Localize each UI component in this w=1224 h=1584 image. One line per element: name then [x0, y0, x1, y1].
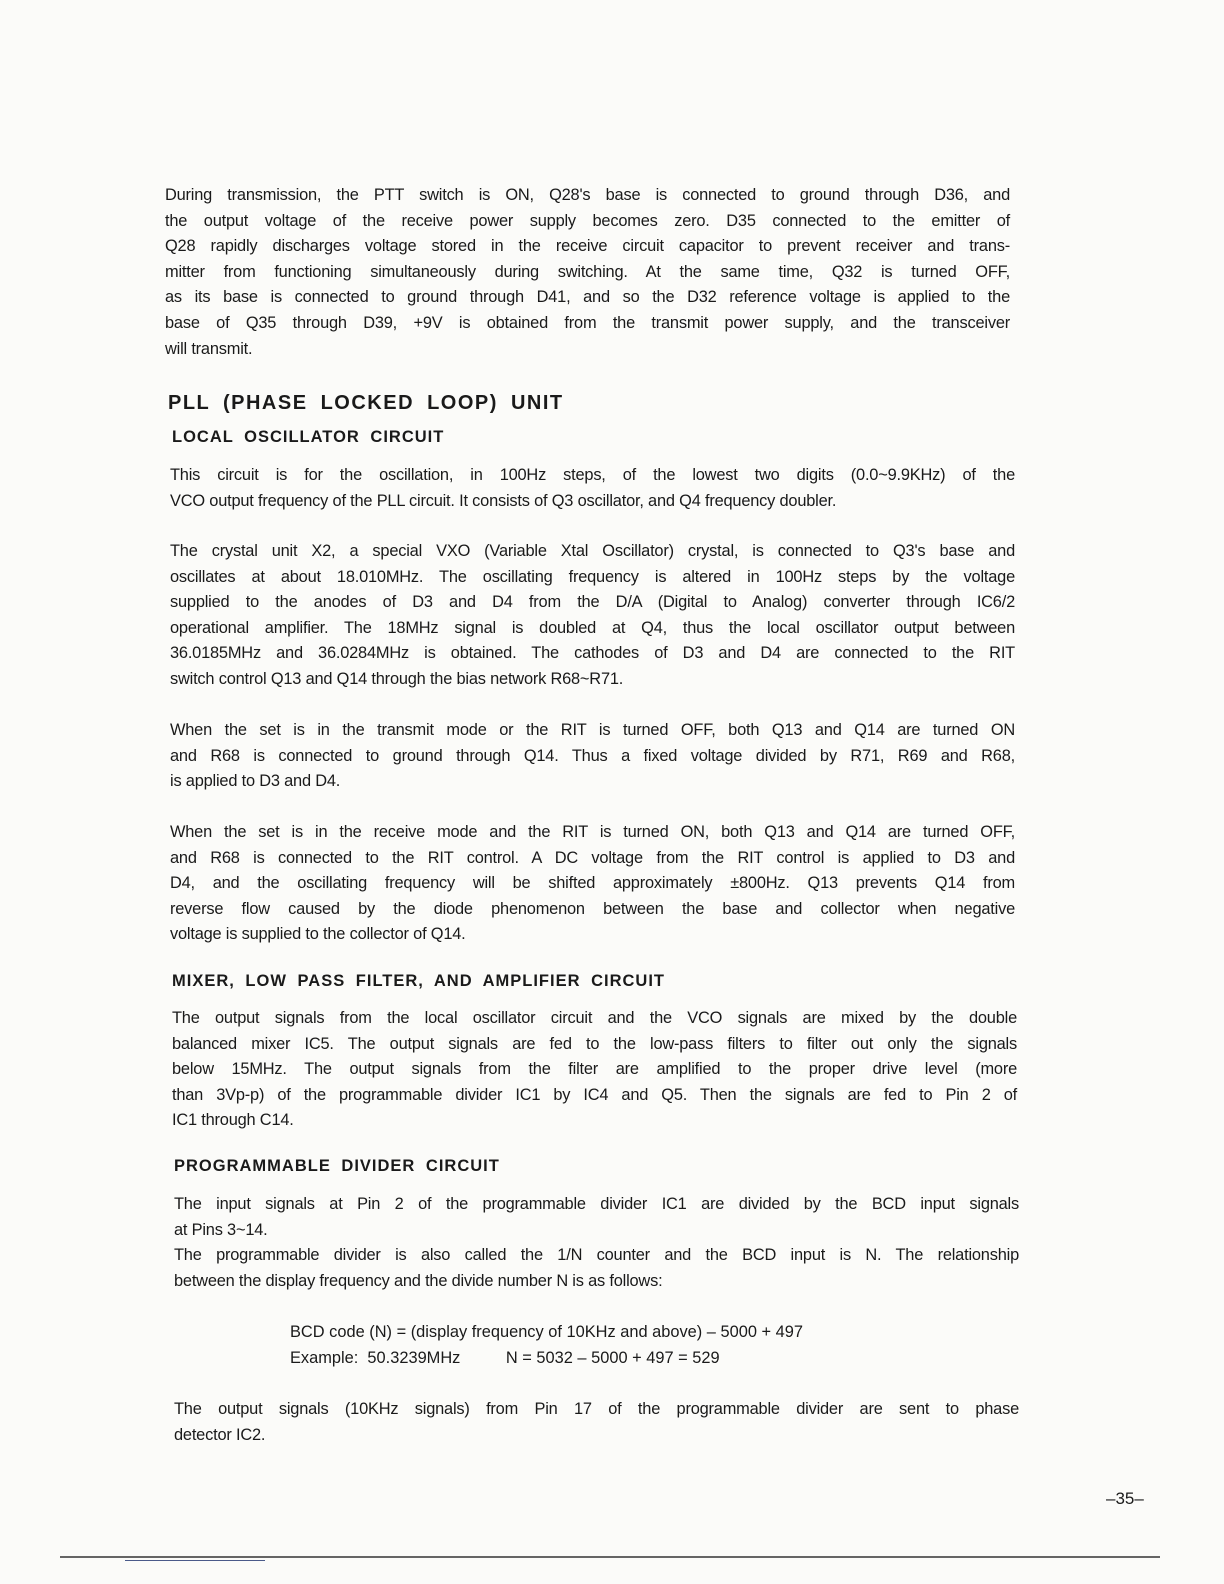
text-line: at Pins 3~14.	[174, 1220, 268, 1239]
paragraph	[165, 183, 1010, 362]
bottom-rule-accent	[125, 1560, 265, 1561]
text-line: mitter from functioning simultaneously during switching. At the same time, Q32 is turned OFF,	[165, 262, 1010, 281]
paragraph	[172, 1006, 1017, 1134]
page-number: –35–	[1106, 1489, 1144, 1508]
text-line: switch control Q13 and Q14 through the bias network R68~R71.	[170, 669, 624, 688]
text-line: than 3Vp-p) of the programmable divider IC1 by IC4 and Q5. Then the signals are fed to Pin 2 of	[172, 1085, 1017, 1104]
section-heading: PLL (PHASE LOCKED LOOP) UNIT	[168, 392, 564, 414]
text-line: The crystal unit X2, a special VXO (Variable Xtal Oscillator) crystal, is connected to Q3's base and	[170, 542, 1015, 560]
text-line: Q28 rapidly discharges voltage stored in the receive circuit capacitor to prevent receiver and trans-	[165, 237, 1010, 256]
formula-block	[290, 1319, 803, 1371]
text-line: The programmable divider is also called the 1/N counter and the BCD input is N. The relationship	[174, 1246, 1019, 1265]
text-line: D4, and the oscillating frequency will be shifted approximately ±800Hz. Q13 prevents Q14 from	[170, 874, 1015, 893]
text-line: balanced mixer IC5. The output signals are fed to the low-pass filters to filter out only the signals	[172, 1034, 1017, 1053]
paragraph	[170, 463, 1015, 514]
text-line: operational amplifier. The 18MHz signal is doubled at Q4, thus the local oscillator output between	[170, 618, 1015, 637]
text-line: the output voltage of the receive power supply becomes zero. D35 connected to the emitter of	[165, 211, 1010, 230]
text-line: The output signals from the local oscillator circuit and the VCO signals are mixed by the double	[172, 1009, 1017, 1027]
paragraph	[174, 1192, 1019, 1294]
text-line: is applied to D3 and D4.	[170, 772, 341, 791]
text-line: When the set is in the receive mode and the RIT is turned ON, both Q13 and Q14 are turned OFF,	[170, 823, 1015, 841]
text-line: and R68 is connected to ground through Q14. Thus a fixed voltage divided by R71, R69 and R68,	[170, 746, 1015, 765]
text-line: Example: 50.3239MHz N = 5032 – 5000 + 497 = 529	[290, 1349, 720, 1367]
subsection-heading: PROGRAMMABLE DIVIDER CIRCUIT	[174, 1157, 500, 1175]
text-line: and R68 is connected to the RIT control. A DC voltage from the RIT control is applied to D3 and	[170, 848, 1015, 867]
text-line: BCD code (N) = (display frequency of 10KHz and above) – 5000 + 497	[290, 1323, 803, 1341]
text-line: VCO output frequency of the PLL circuit. It consists of Q3 oscillator, and Q4 frequency doubler.	[170, 491, 837, 510]
text-line: supplied to the anodes of D3 and D4 from the D/A (Digital to Analog) converter through IC6/2	[170, 593, 1015, 612]
text-line: When the set is in the transmit mode or the RIT is turned OFF, both Q13 and Q14 are turned ON	[170, 721, 1015, 739]
text-line: reverse flow caused by the diode phenomenon between the base and collector when negative	[170, 899, 1015, 918]
subsection-heading: LOCAL OSCILLATOR CIRCUIT	[172, 428, 445, 446]
text-line: IC1 through C14.	[172, 1111, 294, 1130]
paragraph	[170, 718, 1015, 795]
paragraph	[170, 539, 1015, 693]
text-line: oscillates at about 18.010MHz. The oscillating frequency is altered in 100Hz steps by the voltage	[170, 567, 1015, 586]
text-line: voltage is supplied to the collector of Q14.	[170, 925, 466, 944]
paragraph	[174, 1397, 1019, 1448]
text-line: will transmit.	[165, 339, 253, 358]
bottom-rule	[60, 1556, 1160, 1558]
text-line: This circuit is for the oscillation, in 100Hz steps, of the lowest two digits (0.0~9.9KHz) of the	[170, 466, 1015, 484]
text-line: The input signals at Pin 2 of the programmable divider IC1 are divided by the BCD input signals	[174, 1195, 1019, 1213]
subsection-heading: MIXER, LOW PASS FILTER, AND AMPLIFIER CIRCUIT	[172, 972, 665, 990]
paragraph	[170, 820, 1015, 948]
text-line: 36.0185MHz and 36.0284MHz is obtained. The cathodes of D3 and D4 are connected to the RIT	[170, 644, 1015, 663]
text-line: as its base is connected to ground through D41, and so the D32 reference voltage is applied to the	[165, 288, 1010, 307]
text-line: The output signals (10KHz signals) from Pin 17 of the programmable divider are sent to phase	[174, 1400, 1019, 1418]
text-line: During transmission, the PTT switch is ON, Q28's base is connected to ground through D36, and	[165, 186, 1010, 204]
text-line: below 15MHz. The output signals from the filter are amplified to the proper drive level (more	[172, 1060, 1017, 1079]
text-line: between the display frequency and the divide number N is as follows:	[174, 1271, 663, 1290]
text-line: base of Q35 through D39, +9V is obtained from the transmit power supply, and the transceiver	[165, 313, 1010, 332]
text-line: detector IC2.	[174, 1425, 266, 1444]
